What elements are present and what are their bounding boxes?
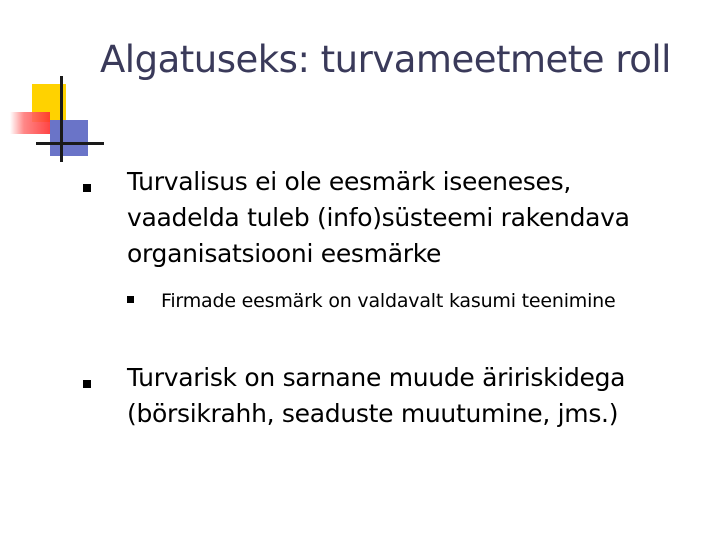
logo-decoration bbox=[0, 0, 100, 170]
sub-bullet-text: Firmade eesmärk on valdavalt kasumi teenimine bbox=[161, 290, 616, 312]
sub-bullet-square-icon bbox=[127, 296, 134, 303]
bullet-text: Turvalisus ei ole eesmärk iseeneses, vaadelda tuleb (info)süsteemi rakendava organisatsiooni eesmärke bbox=[127, 167, 630, 268]
logo-blue-square bbox=[50, 120, 88, 156]
logo-vertical-line bbox=[60, 76, 63, 162]
bullet-square-icon bbox=[83, 184, 91, 192]
logo-horizontal-line bbox=[36, 142, 104, 145]
bullet-square-icon bbox=[83, 380, 91, 388]
logo-red-square bbox=[10, 112, 50, 134]
bullet-text: Turvarisk on sarnane muude äririskidega (börsikrahh, seaduste muutumine, jms.) bbox=[127, 363, 626, 428]
slide-title: Algatuseks: turvameetmete roll bbox=[100, 38, 671, 81]
